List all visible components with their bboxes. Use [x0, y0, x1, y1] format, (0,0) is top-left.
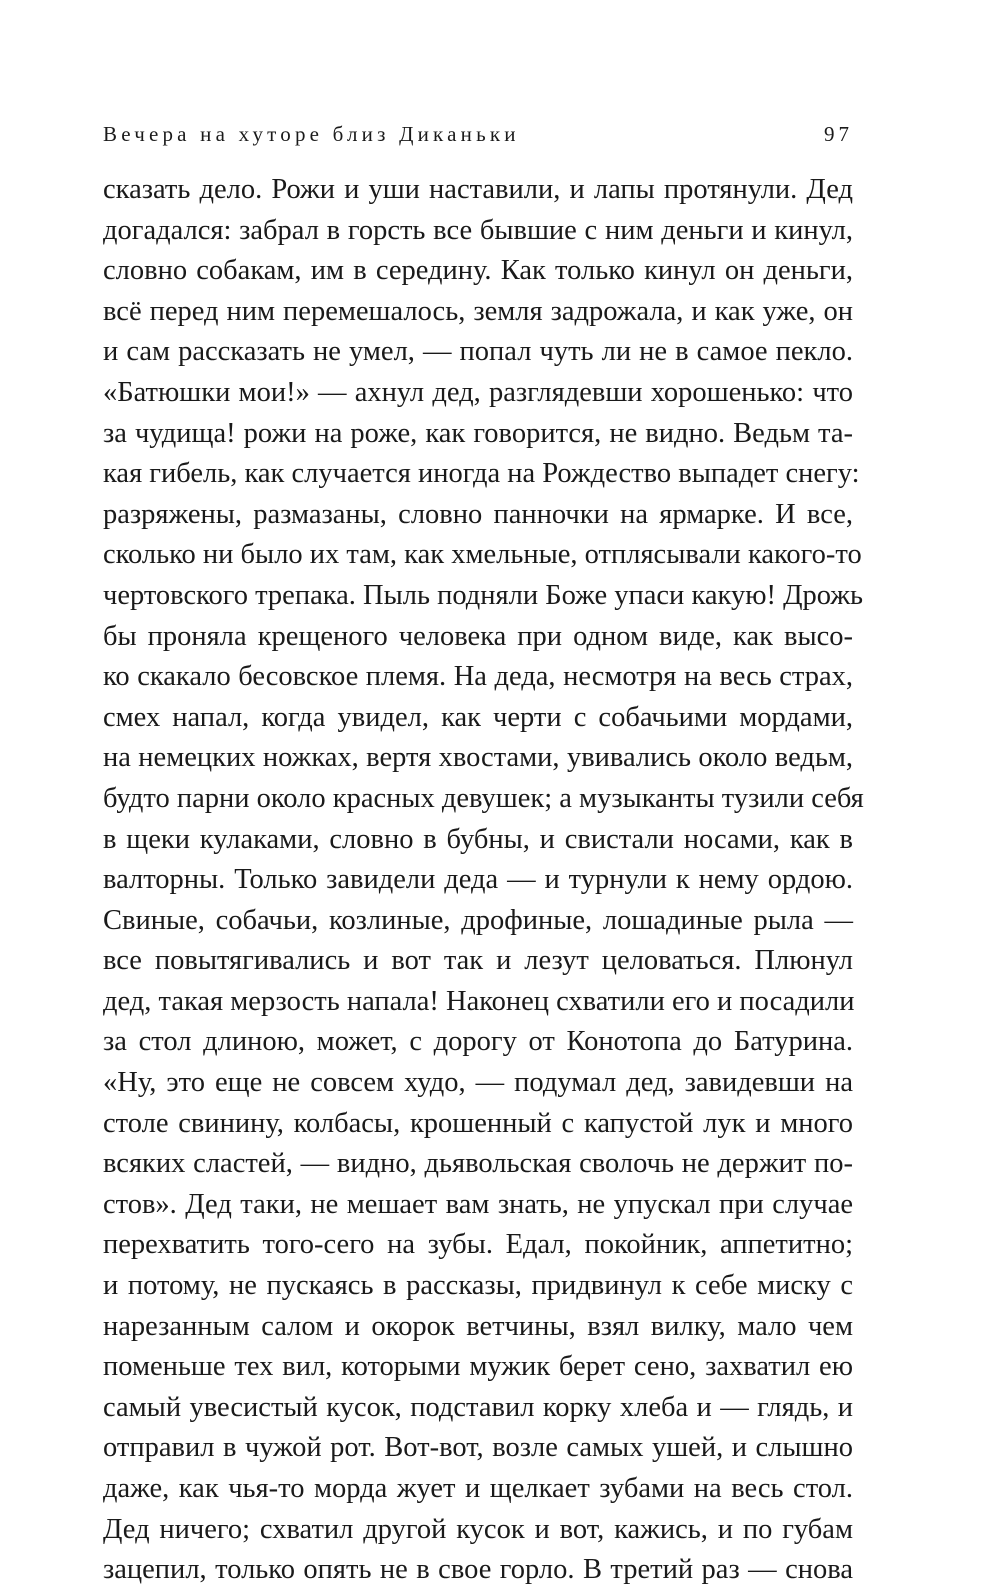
text-line: смех напал, когда увидел, как черти с собачьими мордами, [103, 701, 853, 733]
text-line: ко скакало бесовское племя. На деда, несмотря на весь страх, [103, 661, 853, 693]
text-line: Дед ничего; схватил другой кусок и вот, кажись, и по губам [103, 1513, 853, 1545]
text-line: и сам рассказать не умел, — попал чуть ли не в самое пекло. [103, 336, 853, 368]
text-line: за стол длиною, может, с дорогу от Конотопа до Батурина. [103, 1026, 853, 1058]
text-line: «Батюшки мои!» — ахнул дед, разглядевши хорошенько: что [103, 376, 853, 408]
text-line: перехватить того-сего на зубы. Едал, покойник, аппетитно; [103, 1229, 853, 1261]
text-line: сказать дело. Рожи и уши наставили, и лапы протянули. Дед [103, 174, 853, 205]
text-line: дед, такая мерзость напала! Наконец схватили его и посадили [103, 985, 855, 1017]
text-line: все повытягивались и вот так и лезут целоваться. Плюнул [103, 945, 853, 977]
page-number: 97 [824, 122, 853, 146]
running-title: Вечера на хуторе близ Диканьки [103, 122, 520, 146]
text-line: нарезанным салом и окорок ветчины, взял вилку, мало чем [103, 1310, 853, 1342]
text-line: всяких сластей, — видно, дьявольская сволочь не держит по- [103, 1148, 853, 1180]
text-line: сколько ни было их там, как хмельные, отплясывали какого-то [103, 539, 862, 571]
text-line: стов». Дед таки, не мешает вам знать, не упускал при случае [103, 1188, 853, 1220]
text-line: всё перед ним перемешалось, земля задрожала, и как уже, он [103, 295, 853, 327]
text-line: столе свинину, колбасы, крошенный с капустой лук и много [103, 1107, 853, 1139]
text-line: разряжены, размазаны, словно панночки на ярмарке. И все, [103, 498, 853, 530]
text-line: отправил в чужой рот. Вот-вот, возле самых ушей, и слышно [103, 1432, 853, 1464]
text-line: словно собакам, им в середину. Как только кинул он деньги, [103, 255, 853, 287]
text-line: догадался: забрал в горсть все бывшие с ним деньги и кинул, [103, 214, 853, 246]
text-line: бы проняла крещеного человека при одном виде, как высо- [103, 620, 853, 652]
text-line: Свиные, собачьи, козлиные, дрофиные, лошадиные рыла — [103, 904, 853, 936]
text-line: в щеки кулаками, словно в бубны, и свистали носами, как в [103, 823, 853, 855]
text-line: на немецких ножках, вертя хвостами, увивались около ведьм, [103, 742, 853, 774]
text-line: будто парни около красных девушек; а музыканты тузили себя [103, 782, 864, 814]
text-line: зацепил, только опять не в свое горло. В третий раз — снова [103, 1554, 853, 1586]
text-line: даже, как чья-то морда жует и щелкает зубами на весь стол. [103, 1473, 853, 1504]
text-line: и потому, не пускаясь в рассказы, придвинул к себе миску с [103, 1270, 853, 1302]
body-text [103, 170, 864, 1591]
text-line: самый увесистый кусок, подставил корку хлеба и — глядь, и [103, 1391, 853, 1423]
text-line: чертовского трепака. Пыль подняли Боже упаси какую! Дрожь [103, 579, 864, 611]
text-line: за чудища! рожи на роже, как говорится, не видно. Ведьм та- [103, 417, 853, 449]
text-line: кая гибель, как случается иногда на Рождество выпадет снегу: [103, 458, 860, 490]
text-line: валторны. Только завидели деда — и турнули к нему ордою. [103, 864, 853, 896]
text-line: «Ну, это еще не совсем худо, — подумал дед, завидевши на [103, 1067, 853, 1099]
text-line: поменьше тех вил, которыми мужик берет сено, захватил ею [103, 1351, 853, 1383]
